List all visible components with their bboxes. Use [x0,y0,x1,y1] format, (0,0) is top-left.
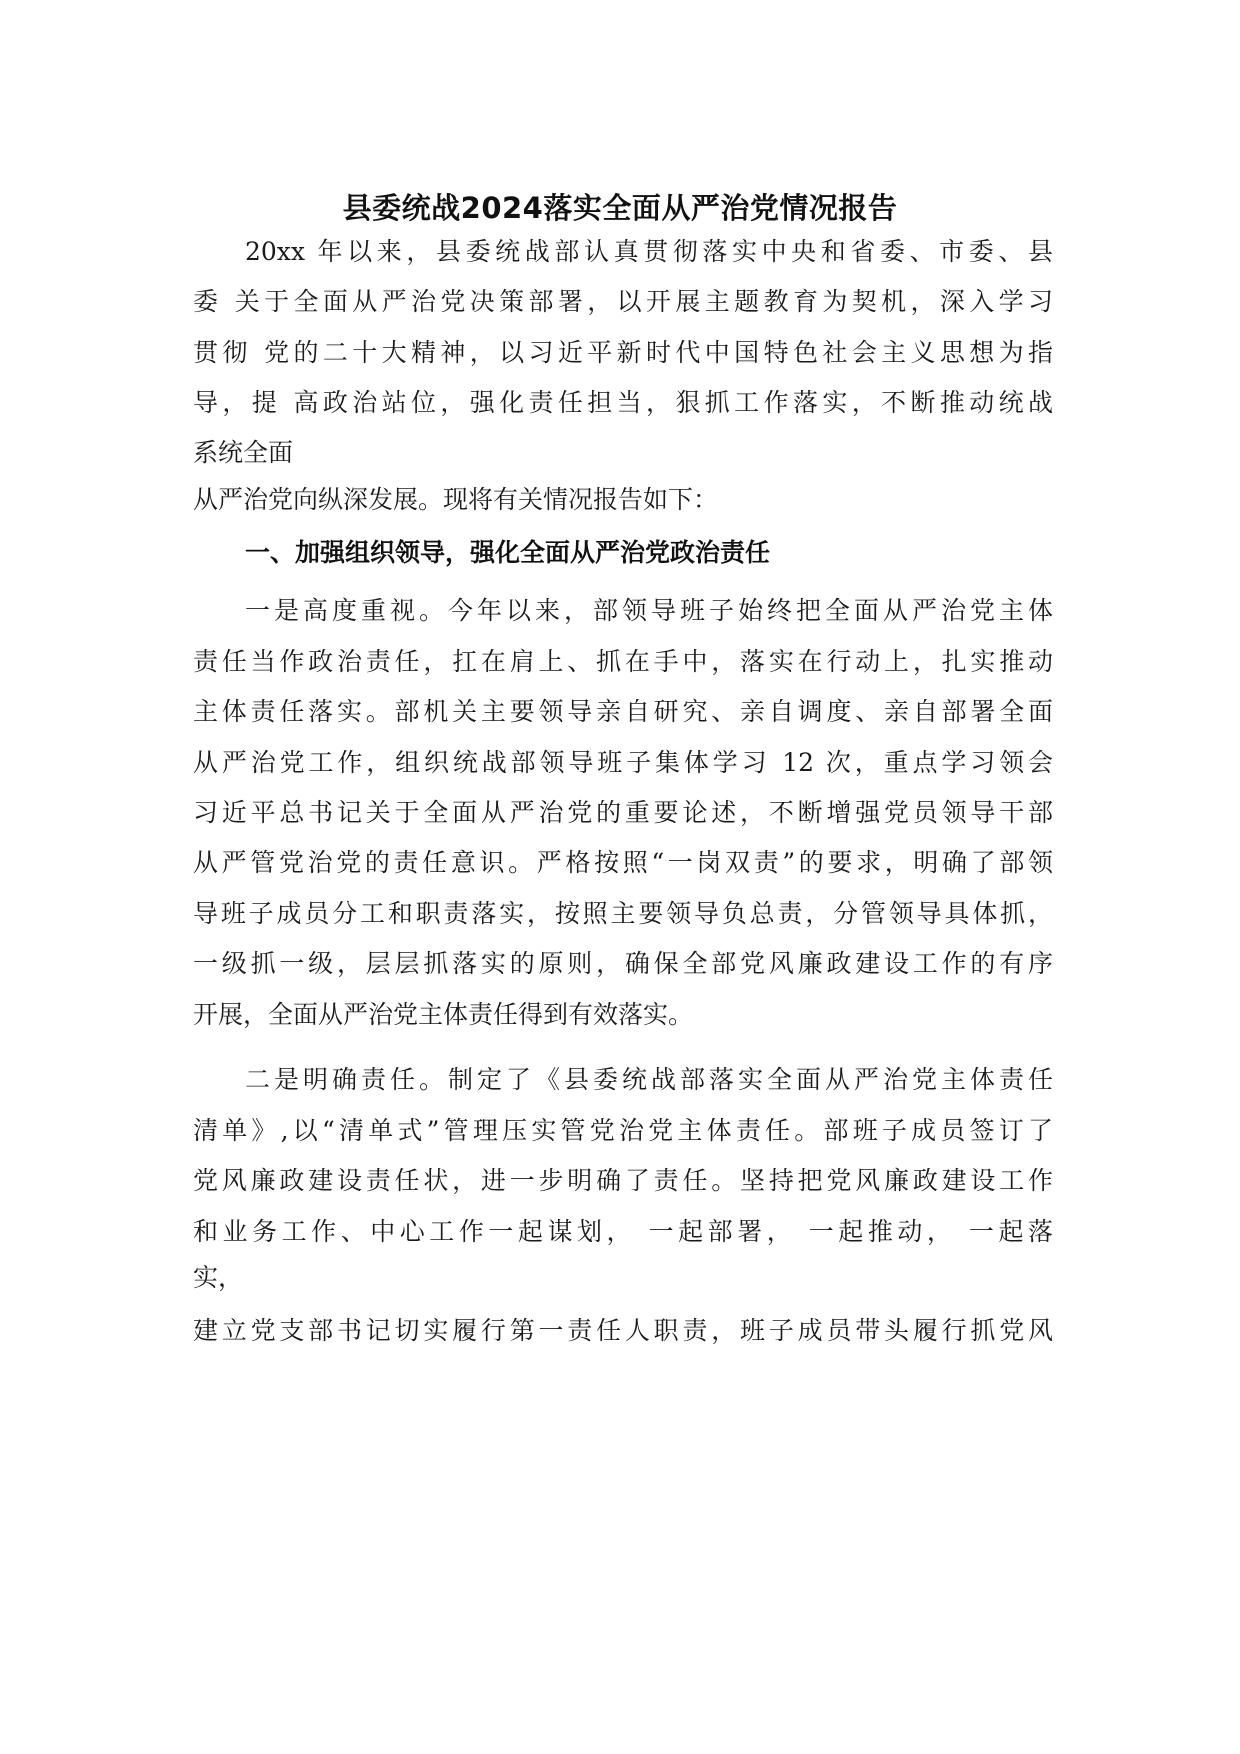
intro-line: 贯彻 党的二十大精神，以习近平新时代中国特色社会主义思想为指 [193,338,1053,367]
paragraph-line: 清单》,以“清单式”管理压实管党治党主体责任。部班子成员签订了 [193,1116,1053,1145]
paragraph-line: 建立党支部书记切实履行第一责任人职责，班子成员带头履行抓党风 [193,1316,1053,1345]
section-heading: 一、加强组织领导，强化全面从严治党政治责任 [245,538,771,567]
document-title: 县委统战2024落实全面从严治党情况报告 [342,191,898,225]
paragraph-line: 开展，全面从严治党主体责任得到有效落实。 [193,1000,694,1029]
paragraph-line: 责任当作政治责任，扛在肩上、抓在手中，落实在行动上，扎实推动 [193,647,1053,676]
intro-line: 20xx 年以来，县委统战部认真贯彻落实中央和省委、市委、县 [245,237,1053,266]
paragraph-line: 习近平总书记关于全面从严治党的重要论述，不断增强党员领导干部 [193,798,1053,827]
paragraph-line: 从严治党工作，组织统战部领导班子集体学习 12 次，重点学习领会 [193,748,1053,777]
paragraph-line: 党风廉政建设责任状，进一步明确了责任。坚持把党风廉政建设工作 [193,1166,1053,1195]
intro-line: 委 关于全面从严治党决策部署，以开展主题教育为契机，深入学习 [193,287,1053,316]
intro-line: 导，提 高政治站位，强化责任担当，狠抓工作落实，不断推动统战 [193,388,1053,417]
paragraph-line: 一是高度重视。今年以来，部领导班子始终把全面从严治党主体 [245,596,1053,625]
paragraph-line: 实， [193,1263,244,1292]
paragraph-line: 二是明确责任。制定了《县委统战部落实全面从严治党主体责任 [245,1065,1053,1094]
paragraph-line: 主体责任落实。部机关主要领导亲自研究、亲自调度、亲自部署全面 [193,697,1053,726]
paragraph-line: 一级抓一级，层层抓落实的原则，确保全部党风廉政建设工作的有序 [193,949,1053,978]
intro-line: 系统全面 [193,438,294,467]
paragraph-line: 导班子成员分工和职责落实，按照主要领导负总责，分管领导具体抓， [193,899,1053,928]
paragraph-line: 从严管党治党的责任意识。严格按照“一岗双责”的要求，明确了部领 [193,848,1053,877]
paragraph-line: 和业务工作、中心工作一起谋划， 一起部署， 一起推动， 一起落 [193,1217,1053,1246]
intro-line: 从严治党向纵深发展。现将有关情况报告如下： [193,485,719,514]
